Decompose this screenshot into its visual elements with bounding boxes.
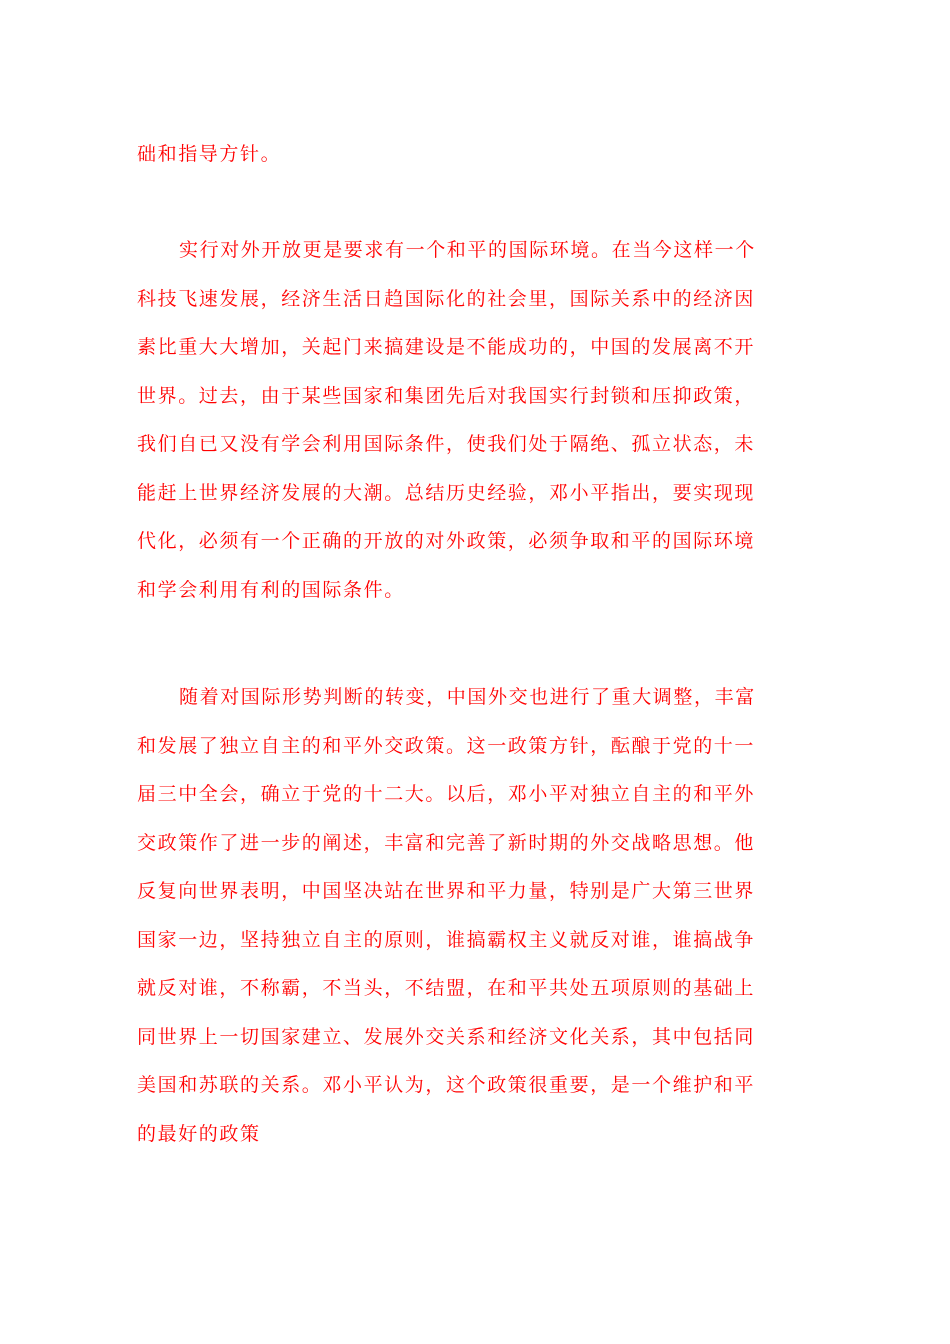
paragraph-line: 础和指导方针。 bbox=[137, 143, 282, 165]
paragraph-line: 科技飞速发展，经济生活日趋国际化的社会里，国际关系中的经济因 bbox=[137, 287, 756, 310]
paragraph-line: 和学会利用有利的国际条件。 bbox=[137, 578, 405, 601]
paragraph-3 bbox=[137, 673, 817, 1158]
paragraph-line: 实行对外开放更是要求有一个和平的国际环境。在当今这样一个 bbox=[179, 239, 756, 261]
paragraph-2 bbox=[137, 226, 817, 614]
paragraph-line: 随着对国际形势判断的转变，中国外交也进行了重大调整，丰富 bbox=[179, 686, 756, 708]
paragraph-line: 同世界上一切国家建立、发展外交关系和经济文化关系，其中包括同 bbox=[137, 1025, 756, 1048]
paragraph-line: 和发展了独立自主的和平外交政策。这一政策方针，酝酿于党的十一 bbox=[137, 734, 756, 757]
paragraph-line: 就反对谁，不称霸，不当头，不结盟，在和平共处五项原则的基础上 bbox=[137, 977, 756, 999]
paragraph-line: 世界。过去，由于某些国家和集团先后对我国实行封锁和压抑政策， bbox=[137, 384, 756, 407]
paragraph-line: 的最好的政策 bbox=[137, 1122, 261, 1145]
paragraph-line: 交政策作了进一步的阐述，丰富和完善了新时期的外交战略思想。他 bbox=[137, 831, 756, 854]
paragraph-line: 能赶上世界经济发展的大潮。总结历史经验，邓小平指出，要实现现 bbox=[137, 481, 756, 504]
paragraph-line: 代化，必须有一个正确的开放的对外政策，必须争取和平的国际环境 bbox=[137, 530, 756, 552]
paragraph-line: 素比重大大增加，关起门来搞建设是不能成功的，中国的发展离不开 bbox=[137, 336, 756, 358]
paragraph-line: 我们自已又没有学会利用国际条件，使我们处于隔绝、孤立状态，未 bbox=[137, 433, 756, 455]
paragraph-line: 届三中全会，确立于党的十二大。以后，邓小平对独立自主的和平外 bbox=[137, 783, 756, 805]
paragraph-line: 美国和苏联的关系。邓小平认为，这个政策很重要，是一个维护和平 bbox=[137, 1074, 756, 1096]
paragraph-line: 国家一边，坚持独立自主的原则，谁搞霸权主义就反对谁，谁搞战争 bbox=[137, 928, 756, 951]
paragraph-1 bbox=[137, 130, 817, 179]
paragraph-line: 反复向世界表明，中国坚决站在世界和平力量，特别是广大第三世界 bbox=[137, 880, 756, 902]
